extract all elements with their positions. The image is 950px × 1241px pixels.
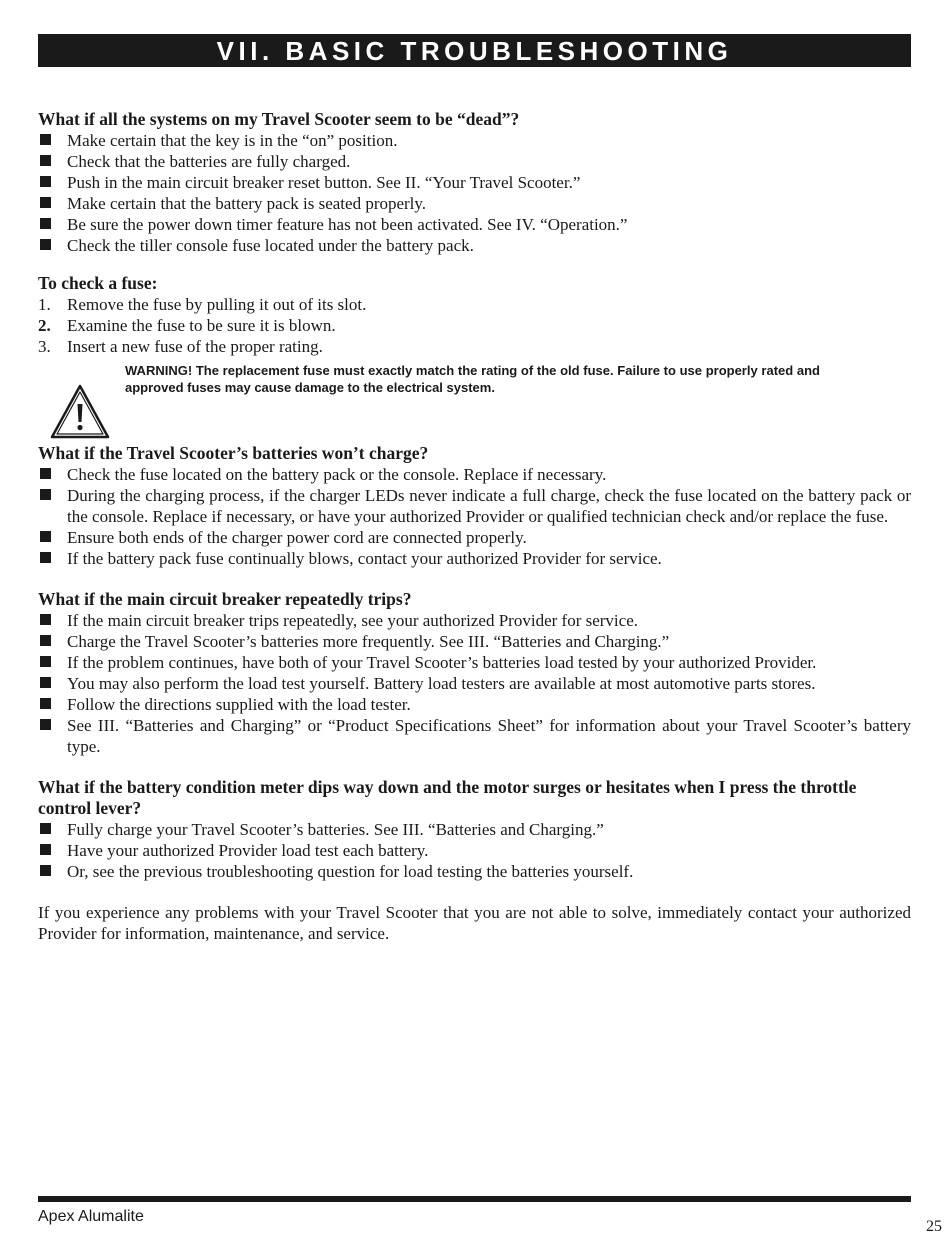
bullet-square-icon	[40, 677, 51, 688]
step-number: 3.	[38, 337, 51, 356]
bullet-square-icon	[40, 155, 51, 166]
warning-text: WARNING! The replacement fuse must exactly match the rating of the old fuse. Failure to use properly rated and approved fuses may cause damage to the electrical system.	[125, 363, 820, 395]
list-item: Have your authorized Provider load test each battery.	[38, 840, 911, 861]
bullet-square-icon	[40, 239, 51, 250]
step-number: 2.	[38, 316, 51, 335]
step-number: 1.	[38, 295, 51, 314]
question-charge: What if the Travel Scooter’s batteries won’t charge?	[38, 443, 429, 463]
bullet-square-icon	[40, 844, 51, 855]
bullet-square-icon	[40, 635, 51, 646]
list-item: You may also perform the load test yourself. Battery load testers are available at most automotive parts stores.	[38, 673, 911, 694]
meter-list	[38, 819, 911, 882]
bullet-square-icon	[40, 823, 51, 834]
list-item: Follow the directions supplied with the load tester.	[38, 694, 911, 715]
warning-box	[38, 362, 911, 443]
list-item: Be sure the power down timer feature has not been activated. See IV. “Operation.”	[38, 214, 911, 235]
bullet-square-icon	[40, 614, 51, 625]
list-item: If the battery pack fuse continually blows, contact your authorized Provider for service.	[38, 548, 911, 569]
list-item: Check the tiller console fuse located under the battery pack.	[38, 235, 911, 256]
warning-triangle-icon	[50, 384, 110, 440]
list-item: If the problem continues, have both of your Travel Scooter’s batteries load tested by your authorized Provider.	[38, 652, 911, 673]
bullet-square-icon	[40, 218, 51, 229]
list-item: During the charging process, if the charger LEDs never indicate a full charge, check the fuse located on the battery pack or the console. Replace if necessary, or have your authorized Provider or qualified technician check and/or replace the fuse.	[38, 485, 911, 527]
bullet-square-icon	[40, 489, 51, 500]
list-item: Make certain that the key is in the “on” position.	[38, 130, 911, 151]
footer-rule	[38, 1196, 911, 1202]
list-item: 1. Remove the fuse by pulling it out of its slot.	[38, 295, 367, 314]
list-item: Charge the Travel Scooter’s batteries more frequently. See III. “Batteries and Charging.”	[38, 631, 911, 652]
section-title: VII. BASIC TROUBLESHOOTING	[38, 34, 911, 67]
bullet-square-icon	[40, 698, 51, 709]
list-item: 3. Insert a new fuse of the proper rating.	[38, 337, 323, 356]
list-item: Push in the main circuit breaker reset button. See II. “Your Travel Scooter.”	[38, 172, 911, 193]
list-item: See III. “Batteries and Charging” or “Product Specifications Sheet” for information about your Travel Scooter’s battery type.	[38, 715, 911, 757]
bullet-square-icon	[40, 134, 51, 145]
list-item: Check the fuse located on the battery pack or the console. Replace if necessary.	[38, 464, 911, 485]
breaker-list	[38, 610, 911, 757]
bullet-square-icon	[40, 656, 51, 667]
list-item: 2. Examine the fuse to be sure it is blown.	[38, 316, 336, 335]
list-item: Make certain that the battery pack is seated properly.	[38, 193, 911, 214]
charge-list	[38, 464, 911, 569]
page-content	[38, 109, 911, 944]
question-meter: What if the battery condition meter dips way down and the motor surges or hesitates when I press the throttle control lever?	[38, 777, 857, 818]
list-item: Ensure both ends of the charger power cord are connected properly.	[38, 527, 911, 548]
fuse-steps	[38, 294, 911, 357]
closing-paragraph: If you experience any problems with your Travel Scooter that you are not able to solve, immediately contact your authorized Provider for information, maintenance, and service.	[38, 903, 911, 943]
bullet-square-icon	[40, 197, 51, 208]
list-item: If the main circuit breaker trips repeatedly, see your authorized Provider for service.	[38, 610, 911, 631]
bullet-square-icon	[40, 552, 51, 563]
list-item: Or, see the previous troubleshooting question for load testing the batteries yourself.	[38, 861, 911, 882]
footer-product-name: Apex Alumalite	[38, 1208, 144, 1225]
bullet-square-icon	[40, 468, 51, 479]
bullet-square-icon	[40, 531, 51, 542]
list-item: Check that the batteries are fully charged.	[38, 151, 911, 172]
bullet-square-icon	[40, 176, 51, 187]
bullet-square-icon	[40, 865, 51, 876]
page-number: 25	[926, 1218, 942, 1235]
dead-list	[38, 130, 911, 256]
question-breaker: What if the main circuit breaker repeatedly trips?	[38, 589, 412, 609]
list-item: Fully charge your Travel Scooter’s batteries. See III. “Batteries and Charging.”	[38, 819, 911, 840]
bullet-square-icon	[40, 719, 51, 730]
question-dead: What if all the systems on my Travel Scooter seem to be “dead”?	[38, 109, 520, 129]
fuse-heading: To check a fuse:	[38, 273, 158, 293]
